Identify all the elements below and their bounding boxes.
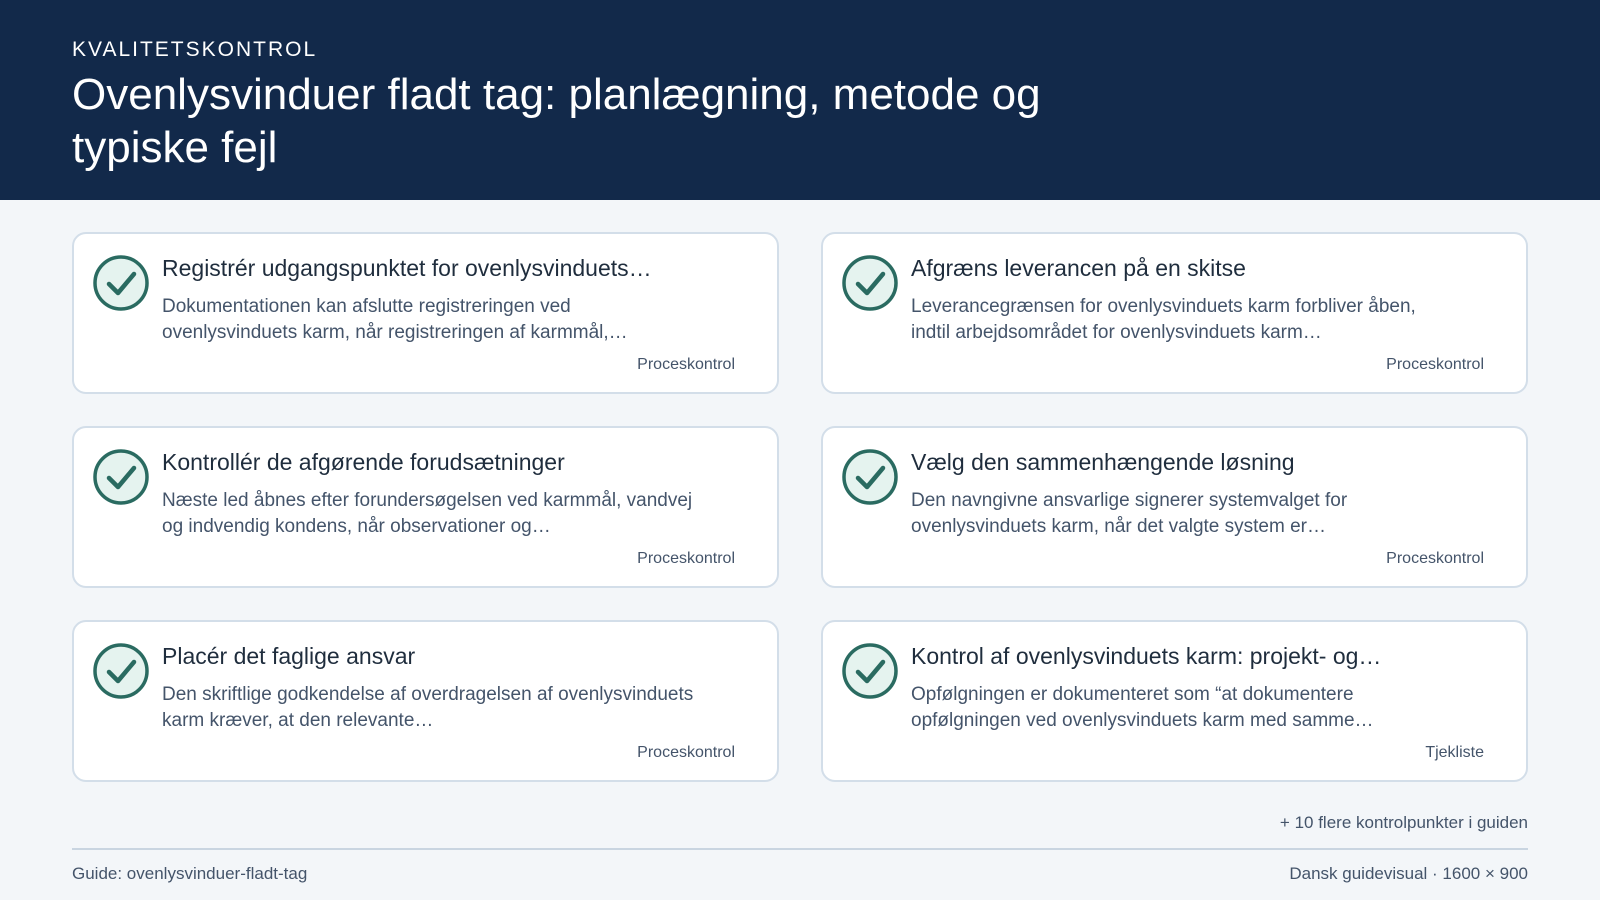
- card-description: Leverancegrænsen for ovenlysvinduets karm forbliver åben, indtil arbejdsområdet for ovenlysvinduets karm…: [911, 296, 1416, 343]
- card-description: Dokumentationen kan afslutte registreringen ved ovenlysvinduets karm, når registreringen af karmmål,…: [162, 296, 628, 343]
- checklist-card[interactable]: [821, 232, 1528, 394]
- card-description: Den skriftlige godkendelse af overdragelsen af ovenlysvinduets karm kræver, at den relevante…: [162, 684, 694, 731]
- checklist-card[interactable]: [72, 620, 779, 782]
- check-circle-icon: [92, 448, 150, 506]
- card-description: Næste led åbnes efter forundersøgelsen ved karmmål, vandvej og indvendig kondens, når observationer og…: [162, 490, 693, 537]
- card-title: Vælg den sammenhængende løsning: [911, 449, 1295, 475]
- card-title: Kontrol af ovenlysvinduets karm: projekt- og…: [911, 643, 1382, 669]
- check-circle-icon: [92, 642, 150, 700]
- checklist-card[interactable]: [72, 426, 779, 588]
- card-category-tag: Proceskontrol: [637, 356, 735, 373]
- checklist-card[interactable]: [72, 232, 779, 394]
- footer-caption: Dansk guidevisual · 1600 × 900: [1289, 864, 1528, 883]
- card-category-tag: Tjekliste: [1425, 744, 1484, 761]
- check-circle-icon: [841, 254, 899, 312]
- card-title: Kontrollér de afgørende forudsætninger: [162, 449, 565, 475]
- page-title: Ovenlysvinduer fladt tag: planlægning, metode og typiske fejl: [72, 70, 1041, 172]
- checklist-card[interactable]: [821, 620, 1528, 782]
- footer-guide-slug: Guide: ovenlysvinduer-fladt-tag: [72, 864, 308, 883]
- check-circle-icon: [841, 448, 899, 506]
- card-category-tag: Proceskontrol: [1386, 356, 1484, 373]
- card-category-tag: Proceskontrol: [1386, 550, 1484, 567]
- card-title: Registrér udgangspunktet for ovenlysvinduets…: [162, 255, 652, 281]
- card-description: Opfølgningen er dokumenteret som “at dokumentere opfølgningen ved ovenlysvinduets karm med samme…: [911, 684, 1374, 731]
- more-checkpoints-link[interactable]: + 10 flere kontrolpunkter i guiden: [1279, 813, 1528, 832]
- footer-divider: [72, 848, 1528, 850]
- card-description: Den navngivne ansvarlige signerer systemvalget for ovenlysvinduets karm, når det valgte system er…: [911, 490, 1348, 537]
- checklist-card[interactable]: [821, 426, 1528, 588]
- card-title: Afgræns leverancen på en skitse: [911, 255, 1246, 281]
- header-banner: [0, 0, 1600, 200]
- card-category-tag: Proceskontrol: [637, 744, 735, 761]
- card-title: Placér det faglige ansvar: [162, 643, 416, 669]
- check-circle-icon: [92, 254, 150, 312]
- card-category-tag: Proceskontrol: [637, 550, 735, 567]
- eyebrow-label: KVALITETSKONTROL: [72, 38, 318, 61]
- check-circle-icon: [841, 642, 899, 700]
